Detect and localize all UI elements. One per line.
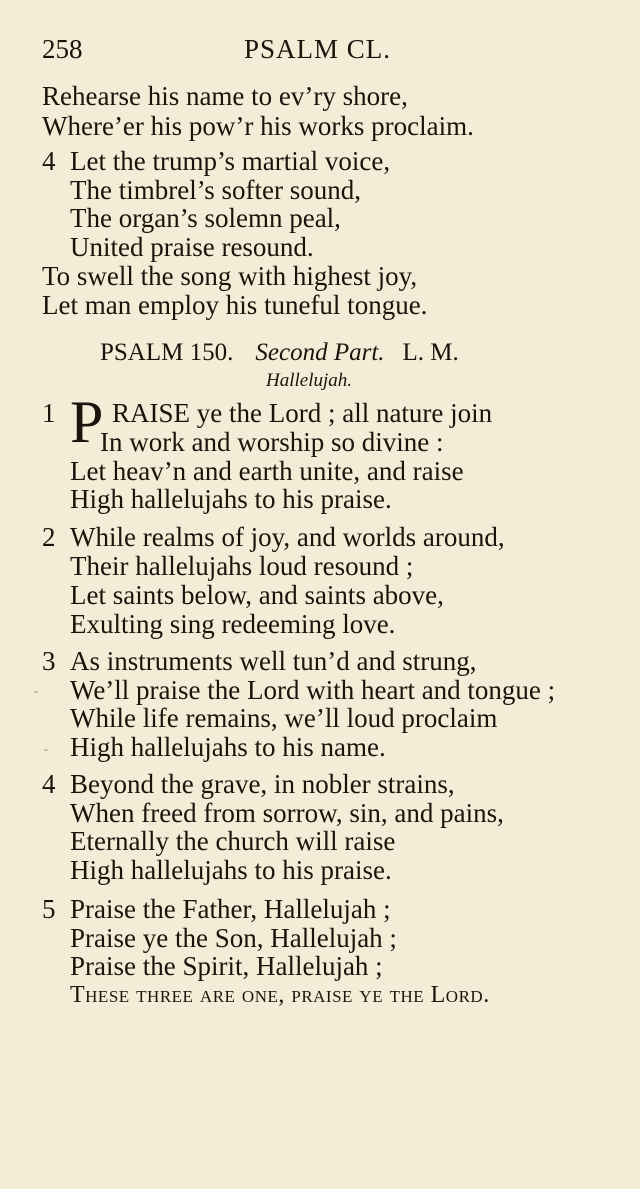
verse-line: Eternally the church will raise [70, 826, 396, 856]
verse-number: 5 [42, 894, 56, 924]
verse-line: Exulting sing redeeming love. [70, 609, 396, 639]
page-number: 258 [42, 34, 83, 64]
verse-line: We’ll praise the Lord with heart and tongue ; [70, 675, 556, 705]
verse-line: To swell the song with highest joy, [42, 261, 418, 291]
continuation-line: Where’er his pow’r his works proclaim. [42, 111, 474, 141]
verse-line: While realms of joy, and worlds around, [70, 522, 505, 552]
psalm-subtitle: Hallelujah. [266, 370, 353, 391]
verse-line: The timbrel’s softer sound, [70, 175, 361, 205]
verse-line: Praise the Spirit, Hallelujah ; [70, 951, 383, 981]
verse-number: 1 [42, 398, 56, 428]
verse-line: Let heav’n and earth unite, and raise [70, 456, 464, 486]
verse-line: High hallelujahs to his praise. [70, 484, 392, 514]
verse-line: Praise the Father, Hallelujah ; [70, 894, 391, 924]
verse-line: United praise resound. [70, 232, 314, 262]
running-title: PSALM CL. [244, 34, 392, 64]
verse-number: 2 [42, 522, 56, 552]
verse-line: Their hallelujahs loud resound ; [70, 551, 414, 581]
psalm-heading [100, 338, 459, 368]
doxology-line: These three are one, praise ye the Lord. [70, 982, 490, 1008]
verse-line: When freed from sorrow, sin, and pains, [70, 798, 504, 828]
verse-line: Let the trump’s martial voice, [70, 146, 391, 176]
verse-line: High hallelujahs to his praise. [70, 855, 392, 885]
verse-number: 3 [42, 646, 56, 676]
verse-line: Let man employ his tuneful tongue. [42, 290, 428, 320]
verse-line: Beyond the grave, in nobler strains, [70, 769, 455, 799]
psalm-number: PSALM 150. [100, 339, 234, 366]
verse-line: In work and worship so divine : [100, 427, 444, 457]
psalm-part: Second Part. [255, 339, 385, 366]
verse-line: Let saints below, and saints above, [70, 580, 444, 610]
continuation-line: Rehearse his name to ev’ry shore, [42, 81, 408, 111]
verse-line: RAISE ye the Lord ; all nature join [112, 398, 493, 428]
psalm-meter: L. M. [402, 339, 459, 366]
margin-mark: ‐ [34, 684, 38, 698]
verse-line: Praise ye the Son, Hallelujah ; [70, 923, 397, 953]
verse-line: While life remains, we’ll loud proclaim [70, 703, 498, 733]
verse-line: High hallelujahs to his name. [70, 732, 386, 762]
verse-line: The organ’s solemn peal, [70, 203, 341, 233]
margin-mark: ‐ [44, 742, 48, 756]
drop-cap: P [70, 389, 104, 455]
verse-number: 4 [42, 769, 56, 799]
verse-number: 4 [42, 146, 56, 176]
verse-line: As instruments well tun’d and strung, [70, 646, 477, 676]
